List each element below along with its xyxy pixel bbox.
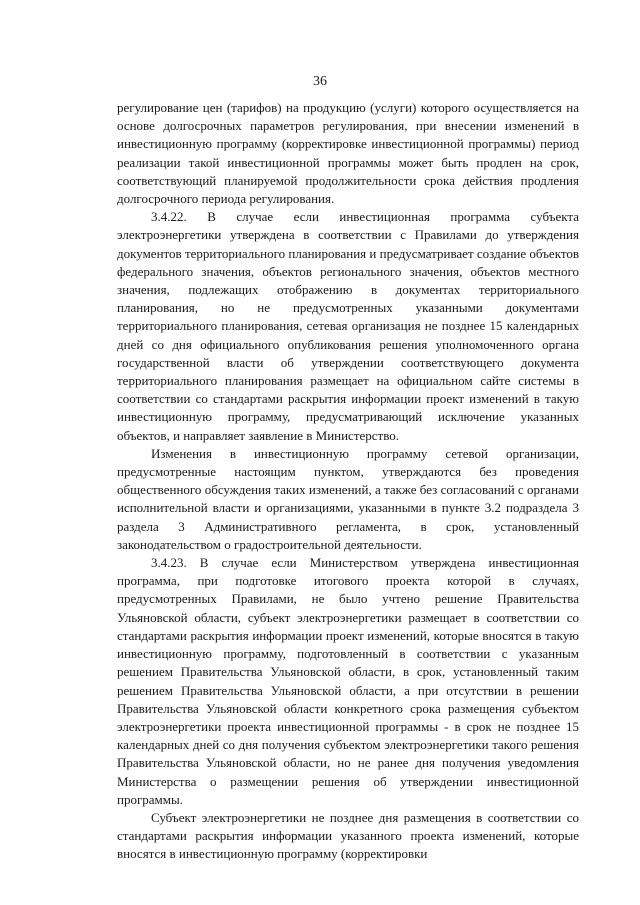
paragraph-3-4-22: 3.4.22. В случае если инвестиционная программа субъекта электроэнергетики утверждена в соответствии с Правилами до утверждения документов территориального планирования и предусматривает создание объектов федерального значения, объектов регионального значения, объектов местного значения, подлежащих отображению в документах территориального планирования, но не предусмотренных указанными документами территориального планирования, сетевая организация не позднее 15 календарных дней со дня официального опубликования решения уполномоченного органа государственной власти об утверждении соответствующего документа территориального планирования размещает на официальном сайте системы в соответствии со стандартами раскрытия информации проект изменений в такую инвестиционную программу, предусматривающий исключение указанных объектов, и направляет заявление в Министерство. [117, 209, 579, 443]
page-number: 36 [313, 74, 327, 89]
paragraph-3-4-23: 3.4.23. В случае если Министерством утверждена инвестиционная программа, при подготовке итогового проекта которой в случаях, предусмотренных Правилами, не было учтено решение Правительства Ульяновской области, субъект электроэнергетики размещает в соответствии со стандартами раскрытия информации проект изменений, которые вносятся в такую инвестиционную программу, подготовленный в соответствии с указанным решением Правительства Ульяновской области, в срок, установленный таким решением Правительства Ульяновской области, а при отсутствии в решении Правительства Ульяновской области конкретного срока размещения субъектом электроэнергетики проекта инвестиционной программы - в срок не позднее 15 календарных дней со дня получения субъектом электроэнергетики такого решения Правительства Ульяновской области, но не ранее дня получения уведомления Министерства о размещении решения об утверждении инвестиционной программы. [117, 555, 579, 807]
document-body [117, 99, 579, 864]
paragraph-subject: Субъект электроэнергетики не позднее дня размещения в соответствии со стандартами раскрытия информации указанного проекта изменений, которые вносятся в инвестиционную программу (корректировки [117, 809, 579, 862]
paragraph-amendments: Изменения в инвестиционную программу сетевой организации, предусмотренные настоящим пунктом, утверждаются без проведения общественного обсуждения таких изменений, а также без согласований с органами исполнительной власти и организациями, указанными в пункте 3.2 подраздела 3 раздела 3 Административного регламента, в срок, установленный законодательством о градостроительной деятельности. [117, 445, 579, 552]
paragraph-continuation: регулирование цен (тарифов) на продукцию (услуги) которого осуществляется на основе долгосрочных параметров регулирования, при внесении изменений в инвестиционную программу (корректировке инвестиционной программы) период реализации такой инвестиционной программы может быть продлен на срок, соответствующий планируемой продолжительности срока действия продления долгосрочного периода регулирования. [117, 100, 579, 207]
